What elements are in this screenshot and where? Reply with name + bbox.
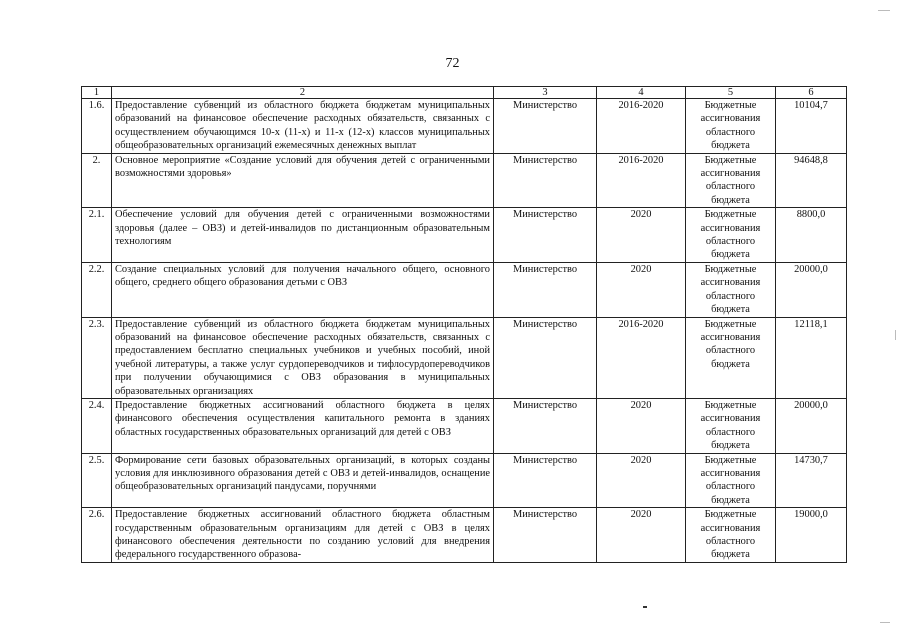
row-funding-source: Бюджетные ассигнования областного бюджета bbox=[686, 453, 776, 508]
table-body bbox=[82, 99, 847, 563]
table-header bbox=[82, 87, 847, 99]
row-funding-source: Бюджетные ассигнования областного бюджета bbox=[686, 317, 776, 398]
table-row bbox=[82, 508, 847, 563]
row-executor: Министерство bbox=[494, 99, 597, 154]
row-description: Предоставление бюджетных ассигнований областного бюджета областным государственным образовательным организациям для детей с ОВЗ в целях финансового обеспечения деятельности по созданию условий для внедрения федерального государственного образова- bbox=[112, 508, 494, 563]
row-description: Основное мероприятие «Создание условий для обучения детей с ограниченными возможностями здоровья» bbox=[112, 153, 494, 208]
row-number: 2. bbox=[82, 153, 112, 208]
header-col-5: 5 bbox=[686, 87, 776, 99]
row-number: 2.3. bbox=[82, 317, 112, 398]
table-row bbox=[82, 398, 847, 453]
row-description: Обеспечение условий для обучения детей с ограниченными возможностями здоровья (далее – ОВЗ) и детей-инвалидов по дистанционным образовательным технологиям bbox=[112, 208, 494, 263]
scan-artifact bbox=[878, 10, 890, 11]
row-number: 2.4. bbox=[82, 398, 112, 453]
row-description: Предоставление субвенций из областного бюджета бюджетам муниципальных образований на финансовое обеспечение расходных обязательств, связанных с предоставлением бесплатно специальных учебников и учебных пособий, иной учебной литературы, а также услуг сурдопереводчиков и тифлосурдопереводчиков при получении обучающимися с ОВЗ образования в муниципальных образовательных организациях bbox=[112, 317, 494, 398]
header-col-3: 3 bbox=[494, 87, 597, 99]
row-executor: Министерство bbox=[494, 453, 597, 508]
row-funding-source: Бюджетные ассигнования областного бюджета bbox=[686, 262, 776, 317]
row-period: 2016-2020 bbox=[597, 99, 686, 154]
table-row bbox=[82, 99, 847, 154]
row-description: Предоставление бюджетных ассигнований областного бюджета в целях финансового обеспечения осуществления капитального ремонта в зданиях областных государственных образовательных организаций для детей с ОВЗ bbox=[112, 398, 494, 453]
row-period: 2020 bbox=[597, 508, 686, 563]
row-amount: 12118,1 bbox=[776, 317, 847, 398]
row-number: 2.2. bbox=[82, 262, 112, 317]
table-row bbox=[82, 262, 847, 317]
row-period: 2016-2020 bbox=[597, 153, 686, 208]
scan-artifact bbox=[880, 622, 890, 623]
row-amount: 19000,0 bbox=[776, 508, 847, 563]
row-number: 2.6. bbox=[82, 508, 112, 563]
row-executor: Министерство bbox=[494, 508, 597, 563]
row-funding-source: Бюджетные ассигнования областного бюджета bbox=[686, 99, 776, 154]
row-number: 2.5. bbox=[82, 453, 112, 508]
row-funding-source: Бюджетные ассигнования областного бюджета bbox=[686, 398, 776, 453]
row-description: Создание специальных условий для получения начального общего, основного общего, среднего общего образования детьми с ОВЗ bbox=[112, 262, 494, 317]
table-row bbox=[82, 453, 847, 508]
row-executor: Министерство bbox=[494, 398, 597, 453]
header-col-1: 1 bbox=[82, 87, 112, 99]
page-number: 72 bbox=[445, 56, 460, 71]
row-description: Формирование сети базовых образовательных организаций, в которых созданы условия для инклюзивного образования детей с ОВЗ и детей-инвалидов, оснащение общеобразовательных организаций пандусами, поручнями bbox=[112, 453, 494, 508]
scan-artifact bbox=[643, 606, 647, 608]
row-number: 1.6. bbox=[82, 99, 112, 154]
row-amount: 8800,0 bbox=[776, 208, 847, 263]
row-description: Предоставление субвенций из областного бюджета бюджетам муниципальных образований на финансовое обеспечение расходных обязательств, связанных с осуществлением обучающимся 10-х (11-х) и 11-х (12-х) классов муниципальных общеобразовательных организаций ежемесячных денежных выплат bbox=[112, 99, 494, 154]
row-executor: Министерство bbox=[494, 208, 597, 263]
row-period: 2020 bbox=[597, 453, 686, 508]
row-executor: Министерство bbox=[494, 317, 597, 398]
row-funding-source: Бюджетные ассигнования областного бюджета bbox=[686, 153, 776, 208]
row-period: 2020 bbox=[597, 262, 686, 317]
header-col-6: 6 bbox=[776, 87, 847, 99]
row-amount: 94648,8 bbox=[776, 153, 847, 208]
row-amount: 20000,0 bbox=[776, 262, 847, 317]
row-funding-source: Бюджетные ассигнования областного бюджета bbox=[686, 208, 776, 263]
row-period: 2020 bbox=[597, 398, 686, 453]
row-amount: 14730,7 bbox=[776, 453, 847, 508]
row-number: 2.1. bbox=[82, 208, 112, 263]
row-period: 2020 bbox=[597, 208, 686, 263]
header-col-4: 4 bbox=[597, 87, 686, 99]
row-executor: Министерство bbox=[494, 153, 597, 208]
row-amount: 10104,7 bbox=[776, 99, 847, 154]
program-activities-table bbox=[81, 86, 847, 563]
table-row bbox=[82, 208, 847, 263]
row-funding-source: Бюджетные ассигнования областного бюджета bbox=[686, 508, 776, 563]
header-col-2: 2 bbox=[112, 87, 494, 99]
header-row bbox=[82, 87, 847, 99]
row-period: 2016-2020 bbox=[597, 317, 686, 398]
table-row bbox=[82, 153, 847, 208]
row-amount: 20000,0 bbox=[776, 398, 847, 453]
row-executor: Министерство bbox=[494, 262, 597, 317]
table-row bbox=[82, 317, 847, 398]
scan-artifact bbox=[895, 330, 896, 340]
